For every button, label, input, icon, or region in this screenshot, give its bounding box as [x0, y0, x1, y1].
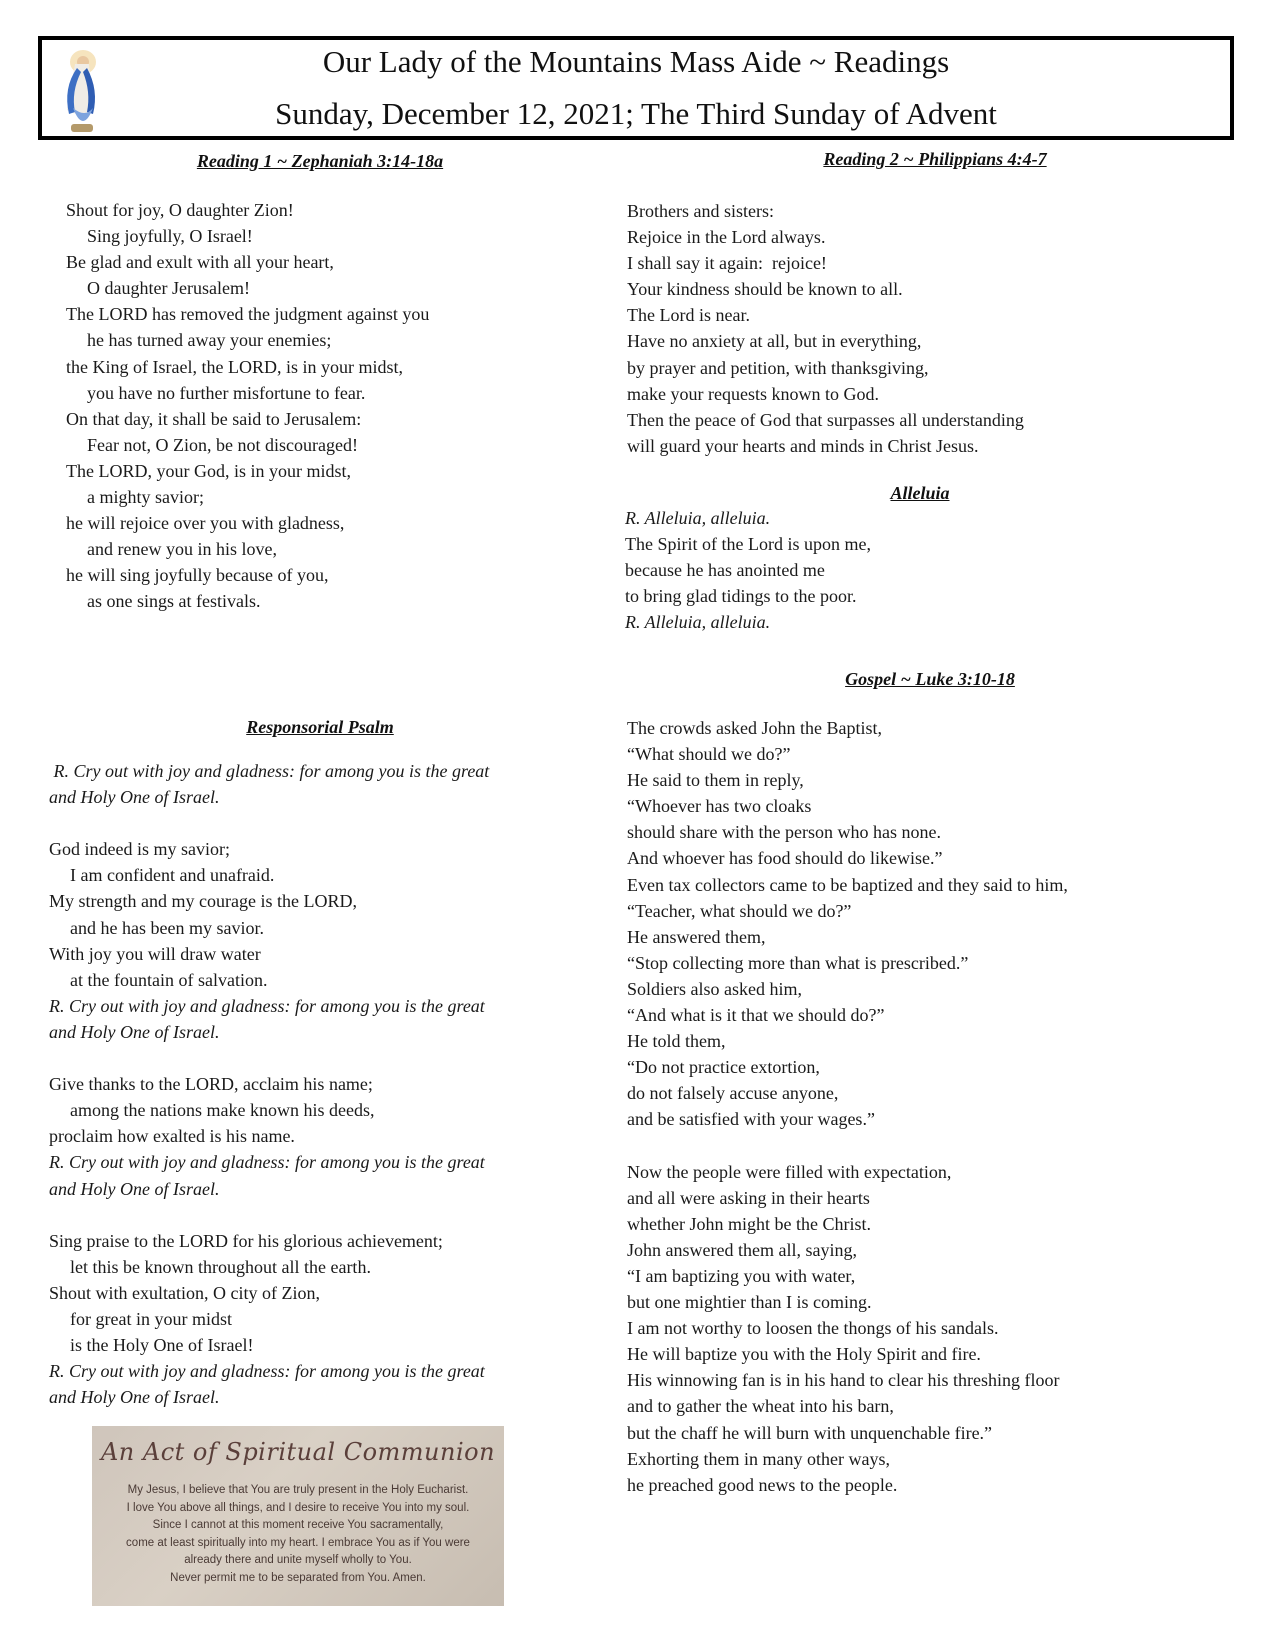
card-line: My Jesus, I believe that You are truly present in the Holy Eucharist. [127, 1484, 469, 1496]
text-line: he will sing joyfully because of you, [66, 565, 329, 586]
text-line: Give thanks to the LORD, acclaim his name; [49, 1074, 373, 1095]
text-line: Fear not, O Zion, be not discouraged! [87, 434, 358, 455]
text-line: and Holy One of Israel. [49, 1021, 220, 1042]
text-line: and he has been my savior. [70, 917, 264, 938]
text-line: do not falsely accuse anyone, [627, 1083, 839, 1104]
text-line: “Whoever has two cloaks [627, 796, 812, 817]
spiritual-communion-card [92, 1426, 504, 1606]
text-line: and Holy One of Israel. [49, 1178, 220, 1199]
text-line: I am confident and unafraid. [70, 865, 275, 886]
text-line: you have no further misfortune to fear. [87, 382, 366, 403]
text-line: Shout for joy, O daughter Zion! [66, 200, 294, 220]
text-line: the King of Israel, the LORD, is in your midst, [66, 356, 403, 377]
text-line: “Teacher, what should we do?” [627, 900, 852, 921]
text-line: The LORD has removed the judgment against you [66, 304, 430, 325]
text-line: to bring glad tidings to the poor. [625, 586, 857, 607]
text-line: The Lord is near. [627, 305, 750, 326]
text-line: by prayer and petition, with thanksgiving, [627, 357, 929, 378]
text-line: and renew you in his love, [87, 539, 277, 560]
psalm-text [49, 758, 489, 1410]
text-line: The crowds asked John the Baptist, [627, 718, 882, 738]
text-line: he has turned away your enemies; [87, 330, 332, 351]
text-line: Sing praise to the LORD for his glorious achievement; [49, 1230, 443, 1251]
text-line: should share with the person who has none. [627, 822, 941, 843]
text-line: I shall say it again: rejoice! [627, 253, 827, 274]
text-line: “Stop collecting more than what is prescribed.” [627, 952, 969, 973]
header-subtitle: Sunday, December 12, 2021; The Third Sunday of Advent [275, 96, 997, 131]
text-line [49, 1045, 489, 1071]
text-line: Your kindness should be known to all. [627, 279, 903, 300]
text-line: and to gather the wheat into his barn, [627, 1396, 894, 1417]
text-line: John answered them all, saying, [627, 1239, 857, 1260]
reading1-heading: Reading 1 ~ Zephaniah 3:14-18a [196, 151, 444, 171]
gospel-heading: Gospel ~ Luke 3:10-18 [845, 669, 1015, 689]
text-line: R. Cry out with joy and gladness: for among you is the great [49, 995, 485, 1016]
text-line: but the chaff he will burn with unquenchable fire.” [627, 1422, 993, 1443]
text-line: “Do not practice extortion, [627, 1057, 820, 1078]
psalm-heading: Responsorial Psalm [246, 717, 394, 737]
gospel-text [627, 715, 1068, 1498]
text-line [49, 810, 489, 836]
text-line: He will baptize you with the Holy Spirit and fire. [627, 1344, 981, 1365]
text-line: His winnowing fan is in his hand to clear his threshing floor [627, 1370, 1060, 1391]
alleluia-text [625, 505, 871, 635]
text-line: he will rejoice over you with gladness, [66, 513, 345, 534]
text-line: I am not worthy to loosen the thongs of his sandals. [627, 1318, 999, 1339]
card-line: already there and unite myself wholly to You. [184, 1554, 412, 1567]
card-line: Never permit me to be separated from You. Amen. [170, 1571, 426, 1584]
text-line: With joy you will draw water [49, 943, 261, 964]
card-text [98, 1482, 498, 1588]
text-line [49, 1202, 489, 1228]
text-line: proclaim how exalted is his name. [49, 1126, 295, 1147]
text-line: he preached good news to the people. [627, 1474, 898, 1495]
text-line: R. Alleluia, alleluia. [625, 508, 771, 528]
text-line: The LORD, your God, is in your midst, [66, 460, 351, 481]
text-line: and Holy One of Israel. [49, 787, 220, 808]
text-line [627, 1133, 1068, 1159]
text-line: whether John might be the Christ. [627, 1213, 871, 1234]
text-line: “What should we do?” [627, 744, 791, 765]
text-line: Shout with exultation, O city of Zion, [49, 1282, 320, 1303]
text-line: And whoever has food should do likewise.” [627, 848, 943, 869]
card-line: Since I cannot at this moment receive You sacramentally, [152, 1519, 444, 1532]
reading2-heading: Reading 2 ~ Philippians 4:4-7 [823, 149, 1047, 169]
card-line: I love You above all things, and I desire to receive You into my soul. [126, 1501, 470, 1514]
text-line: for great in your midst [70, 1308, 232, 1329]
text-line: God indeed is my savior; [49, 839, 230, 860]
text-line: at the fountain of salvation. [70, 969, 268, 990]
text-line: Be glad and exult with all your heart, [66, 252, 334, 273]
text-line: but one mightier than I is coming. [627, 1292, 872, 1313]
text-line: Now the people were filled with expectation, [627, 1161, 952, 1182]
text-line: and all were asking in their hearts [627, 1187, 870, 1208]
text-line: Soldiers also asked him, [627, 978, 802, 999]
text-line: Even tax collectors came to be baptized and they said to him, [627, 874, 1068, 895]
text-line: Then the peace of God that surpasses all understanding [627, 409, 1024, 430]
text-line: Sing joyfully, O Israel! [87, 226, 253, 247]
text-line: Have no anxiety at all, but in everything, [627, 331, 922, 352]
text-line: He said to them in reply, [627, 770, 804, 791]
text-line: He answered them, [627, 926, 766, 947]
header-title: Our Lady of the Mountains Mass Aide ~ Readings [322, 44, 950, 79]
text-line: among the nations make known his deeds, [70, 1100, 375, 1121]
text-line: is the Holy One of Israel! [70, 1335, 254, 1356]
text-line: a mighty savior; [87, 487, 204, 508]
text-line: He told them, [627, 1031, 726, 1052]
text-line: My strength and my courage is the LORD, [49, 891, 357, 912]
alleluia-heading: Alleluia [890, 483, 950, 503]
text-line: On that day, it shall be said to Jerusalem: [66, 408, 362, 429]
text-line: Exhorting them in many other ways, [627, 1448, 890, 1469]
text-line: R. Cry out with joy and gladness: for among you is the great [49, 761, 490, 781]
text-line: R. Alleluia, alleluia. [625, 612, 771, 633]
text-line: The Spirit of the Lord is upon me, [625, 534, 871, 555]
card-title: An Act of Spiritual Communion [100, 1438, 496, 1466]
text-line: because he has anointed me [625, 560, 825, 581]
text-line: will guard your hearts and minds in Christ Jesus. [627, 435, 979, 456]
text-line: Rejoice in the Lord always. [627, 227, 826, 248]
text-line: make your requests known to God. [627, 383, 879, 404]
text-line: R. Cry out with joy and gladness: for among you is the great [49, 1361, 485, 1382]
text-line: let this be known throughout all the earth. [70, 1256, 371, 1277]
text-line: R. Cry out with joy and gladness: for among you is the great [49, 1152, 485, 1173]
header-box [38, 36, 1234, 140]
reading1-text [66, 197, 429, 615]
text-line: Brothers and sisters: [627, 201, 774, 221]
reading2-text [627, 198, 1024, 459]
text-line: as one sings at festivals. [87, 591, 261, 612]
text-line: “I am baptizing you with water, [627, 1265, 856, 1286]
text-line: and be satisfied with your wages.” [627, 1109, 875, 1130]
text-line: O daughter Jerusalem! [87, 278, 250, 299]
text-line: and Holy One of Israel. [49, 1387, 220, 1408]
text-line: “And what is it that we should do?” [627, 1005, 885, 1026]
card-line: come at least spiritually into my heart. I embrace You as if You were [126, 1536, 470, 1549]
